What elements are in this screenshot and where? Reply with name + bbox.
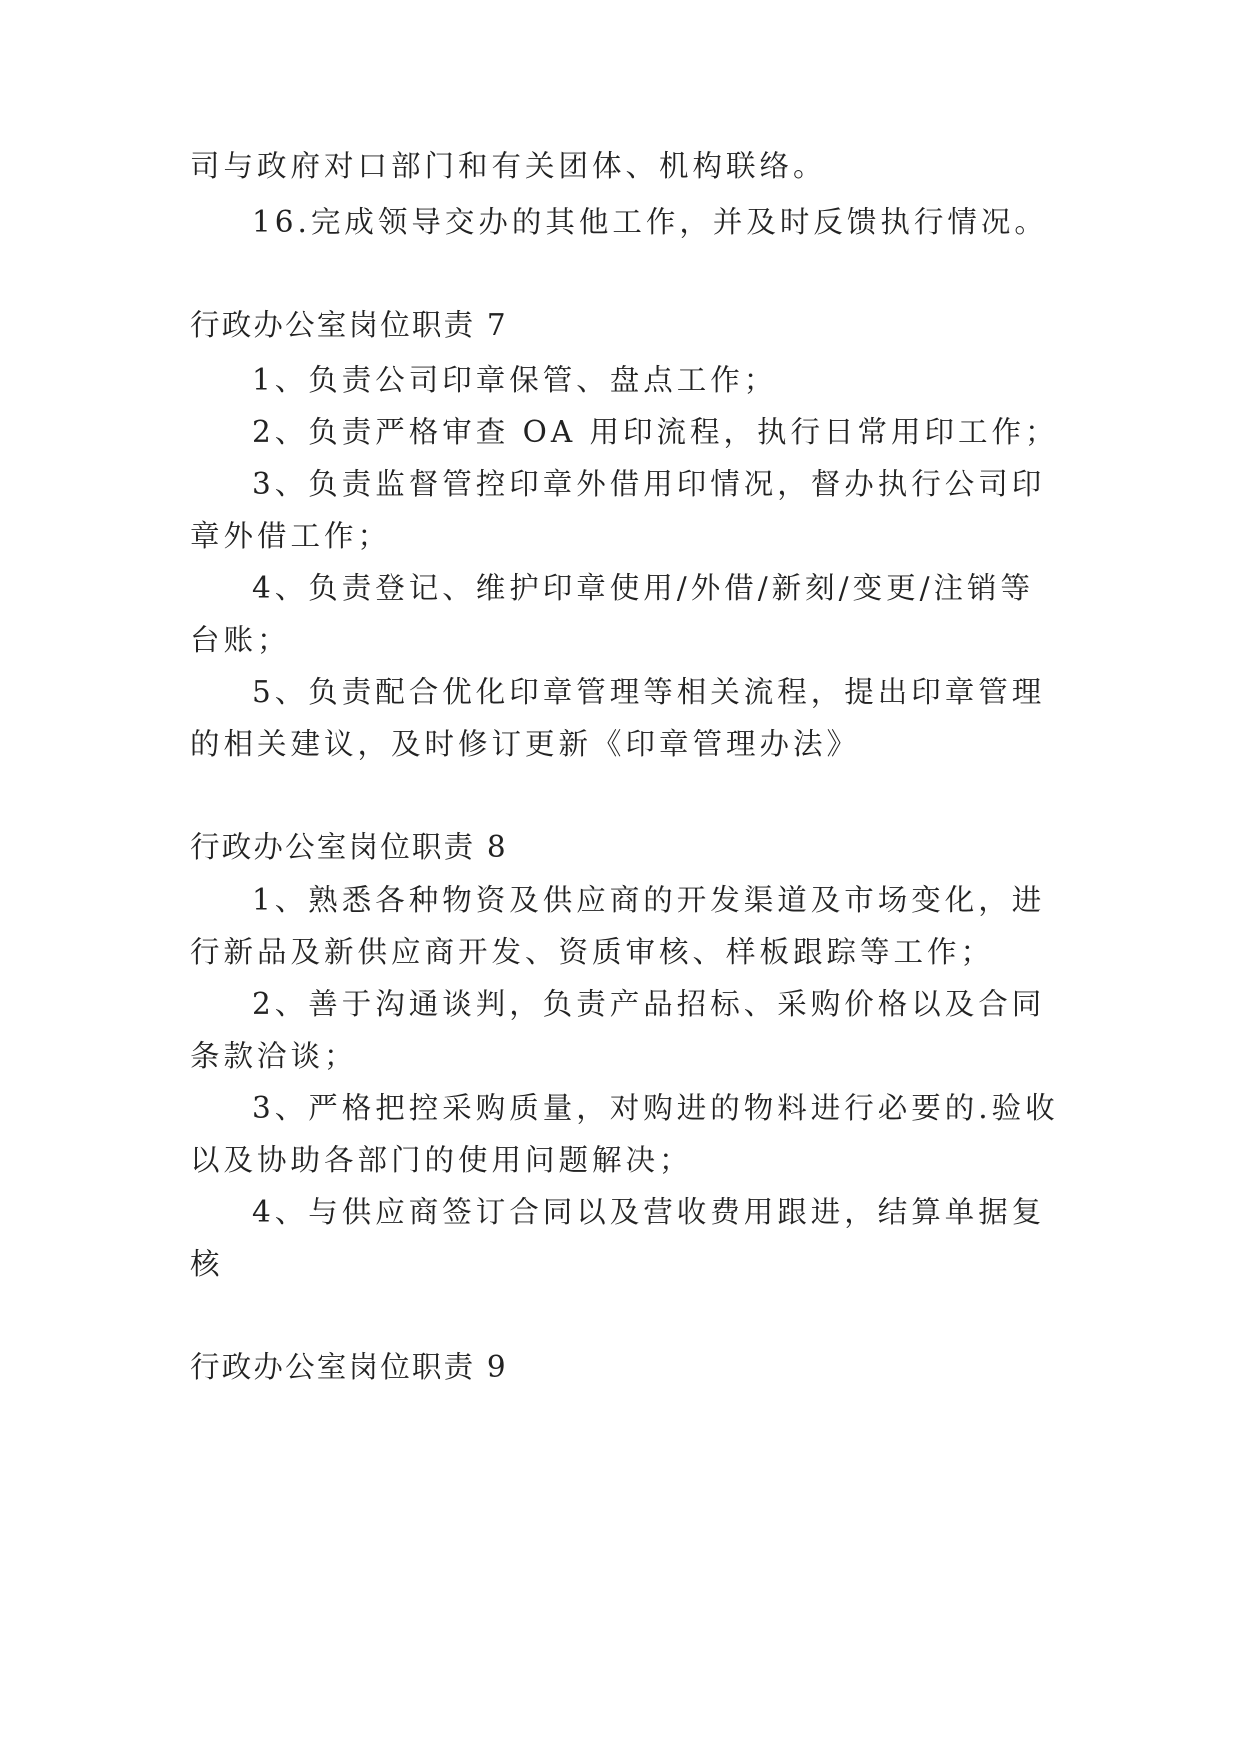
section-7-line-5: 4、负责登记、维护印章使用/外借/新刻/变更/注销等 <box>252 571 1035 605</box>
section-7-line-1: 1、负责公司印章保管、盘点工作； <box>252 363 778 397</box>
section-8-line-4: 条款洽谈； <box>190 1039 358 1073</box>
section-9-title: 行政办公室岗位职责 9 <box>190 1350 508 1384</box>
section-8-line-8: 核 <box>190 1247 224 1281</box>
section-7-line-6: 台账； <box>190 623 291 657</box>
section-8-line-1: 1、熟悉各种物资及供应商的开发渠道及市场变化，进 <box>252 883 1046 917</box>
section-8-line-6: 以及协助各部门的使用问题解决； <box>190 1143 693 1177</box>
intro-line-2: 16.完成领导交办的其他工作，并及时反馈执行情况。 <box>252 205 1048 239</box>
section-8-line-2: 行新品及新供应商开发、资质审核、样板跟踪等工作； <box>190 935 995 969</box>
section-7-line-3: 3、负责监督管控印章外借用印情况，督办执行公司印 <box>252 467 1046 501</box>
section-7-line-8: 的相关建议，及时修订更新《印章管理办法》 <box>190 727 861 761</box>
section-7-line-4: 章外借工作； <box>190 519 392 553</box>
section-7-title: 行政办公室岗位职责 7 <box>190 308 508 342</box>
intro-line-1: 司与政府对口部门和有关团体、机构联络。 <box>190 149 827 183</box>
section-7-line-7: 5、负责配合优化印章管理等相关流程，提出印章管理 <box>252 675 1046 709</box>
section-8-line-5: 3、严格把控采购质量，对购进的物料进行必要的.验收 <box>252 1091 1059 1125</box>
section-8-line-3: 2、善于沟通谈判，负责产品招标、采购价格以及合同 <box>252 987 1046 1021</box>
section-7-line-2: 2、负责严格审查 OA 用印流程，执行日常用印工作； <box>252 415 1059 449</box>
section-8-line-7: 4、与供应商签订合同以及营收费用跟进，结算单据复 <box>252 1195 1046 1229</box>
section-8-title: 行政办公室岗位职责 8 <box>190 830 508 864</box>
